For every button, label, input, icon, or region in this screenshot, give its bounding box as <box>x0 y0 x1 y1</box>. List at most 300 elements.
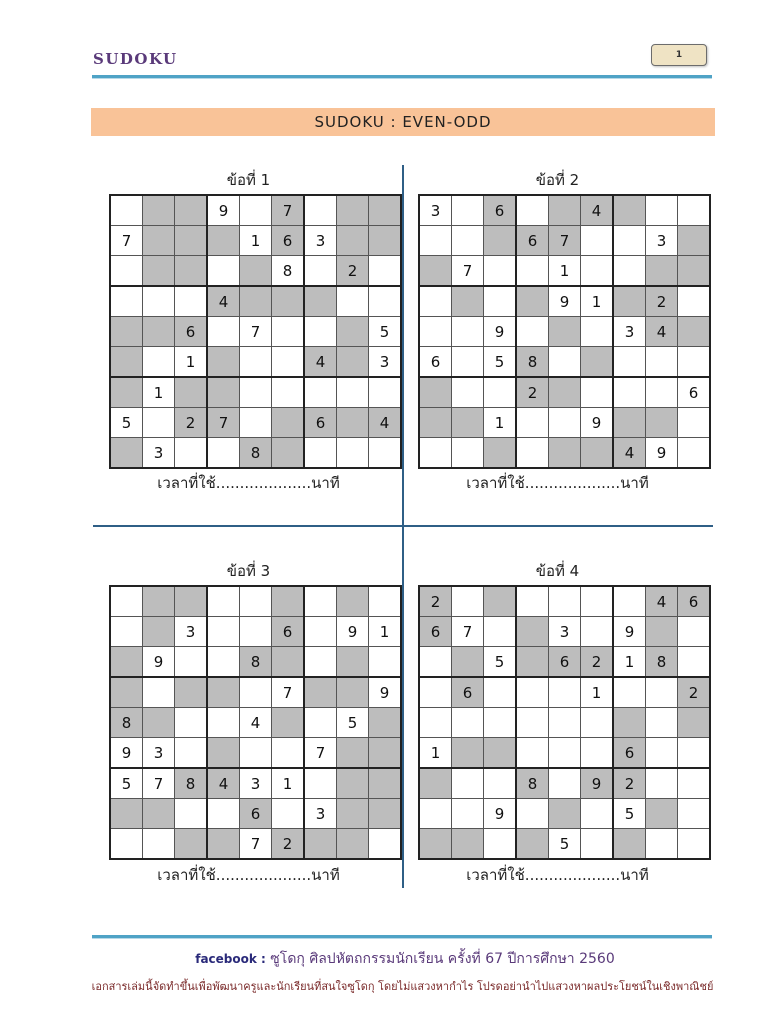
grid-cell <box>678 738 711 769</box>
grid-cell <box>678 799 711 829</box>
grid-cell <box>452 377 484 408</box>
grid-row <box>110 708 401 738</box>
grid-cell <box>613 677 646 708</box>
grid-cell <box>272 438 305 469</box>
grid-cell <box>272 347 305 378</box>
grid-cell <box>678 829 711 860</box>
grid-cell <box>337 377 369 408</box>
grid-cell <box>369 829 402 860</box>
grid-cell <box>304 829 337 860</box>
grid-cell: 1 <box>484 408 517 438</box>
puzzle-3-label: ข้อที่ 3 <box>226 562 271 580</box>
grid-row <box>419 586 710 617</box>
grid-cell: 9 <box>646 438 678 469</box>
grid-cell <box>452 768 484 799</box>
puzzle-1-time: เวลาที่ใช้....................นาที <box>157 474 340 492</box>
grid-cell <box>110 256 143 287</box>
grid-cell <box>419 708 452 738</box>
grid-cell <box>678 647 711 678</box>
grid-cell: 8 <box>516 347 549 378</box>
grid-cell: 1 <box>175 347 208 378</box>
grid-cell <box>516 438 549 469</box>
grid-cell <box>516 799 549 829</box>
grid-cell <box>678 408 711 438</box>
grid-cell <box>678 768 711 799</box>
grid-cell <box>516 647 549 678</box>
grid-row <box>110 647 401 678</box>
grid-cell <box>549 347 581 378</box>
grid-cell <box>304 708 337 738</box>
grid-row <box>419 647 710 678</box>
grid-cell <box>419 226 452 256</box>
grid-cell: 3 <box>143 738 175 769</box>
grid-cell <box>419 677 452 708</box>
grid-cell <box>549 408 581 438</box>
grid-cell <box>516 256 549 287</box>
grid-cell: 6 <box>484 195 517 226</box>
grid-cell <box>581 708 614 738</box>
grid-cell <box>272 377 305 408</box>
grid-cell: 9 <box>484 317 517 347</box>
grid-cell <box>613 286 646 317</box>
grid-cell <box>143 586 175 617</box>
grid-cell <box>613 377 646 408</box>
grid-cell <box>613 829 646 860</box>
grid-cell <box>207 256 240 287</box>
grid-cell <box>240 377 272 408</box>
grid-cell: 9 <box>549 286 581 317</box>
grid-cell <box>272 708 305 738</box>
grid-cell <box>484 768 517 799</box>
grid-cell: 3 <box>304 226 337 256</box>
grid-row <box>419 617 710 647</box>
grid-cell <box>646 799 678 829</box>
grid-row <box>419 768 710 799</box>
section-banner: SUDOKU : EVEN-ODD <box>91 108 715 136</box>
grid-cell <box>419 829 452 860</box>
grid-cell <box>207 317 240 347</box>
grid-cell <box>516 677 549 708</box>
grid-cell <box>581 256 614 287</box>
grid-cell <box>337 286 369 317</box>
grid-cell <box>175 738 208 769</box>
grid-cell <box>484 829 517 860</box>
grid-cell <box>452 195 484 226</box>
grid-row <box>110 286 401 317</box>
grid-cell <box>207 647 240 678</box>
grid-cell <box>143 708 175 738</box>
grid-cell <box>613 586 646 617</box>
grid-cell <box>484 677 517 708</box>
grid-cell: 3 <box>369 347 402 378</box>
grid-cell: 2 <box>516 377 549 408</box>
grid-cell <box>516 317 549 347</box>
grid-cell <box>207 377 240 408</box>
grid-cell <box>646 256 678 287</box>
grid-cell <box>484 738 517 769</box>
grid-cell <box>337 347 369 378</box>
grid-cell <box>646 677 678 708</box>
grid-cell <box>304 647 337 678</box>
grid-cell <box>613 347 646 378</box>
grid-cell: 1 <box>549 256 581 287</box>
grid-cell <box>207 708 240 738</box>
grid-cell <box>419 256 452 287</box>
grid-row <box>110 768 401 799</box>
grid-cell <box>549 586 581 617</box>
grid-cell <box>452 408 484 438</box>
grid-cell <box>581 799 614 829</box>
grid-cell <box>516 195 549 226</box>
grid-cell <box>549 377 581 408</box>
grid-cell: 7 <box>240 829 272 860</box>
grid-cell <box>143 256 175 287</box>
grid-cell: 7 <box>110 226 143 256</box>
grid-cell: 4 <box>646 586 678 617</box>
grid-cell: 6 <box>549 647 581 678</box>
grid-cell: 7 <box>240 317 272 347</box>
grid-cell: 9 <box>110 738 143 769</box>
grid-cell <box>369 647 402 678</box>
grid-cell <box>337 317 369 347</box>
puzzle-4-label: ข้อที่ 4 <box>535 562 580 580</box>
grid-cell <box>419 438 452 469</box>
grid-row <box>110 799 401 829</box>
grid-cell: 3 <box>613 317 646 347</box>
grid-cell <box>272 286 305 317</box>
grid-row <box>110 586 401 617</box>
grid-cell <box>452 438 484 469</box>
grid-cell: 7 <box>143 768 175 799</box>
grid-cell: 6 <box>240 799 272 829</box>
grid-cell <box>304 256 337 287</box>
grid-cell <box>175 829 208 860</box>
grid-cell <box>549 708 581 738</box>
grid-cell <box>175 438 208 469</box>
grid-cell <box>369 226 402 256</box>
puzzle-2-label: ข้อที่ 2 <box>535 171 580 189</box>
grid-cell <box>678 286 711 317</box>
grid-cell: 1 <box>272 768 305 799</box>
grid-cell <box>419 317 452 347</box>
grid-cell <box>337 738 369 769</box>
grid-cell <box>110 195 143 226</box>
grid-cell <box>369 195 402 226</box>
grid-cell <box>175 586 208 617</box>
grid-cell: 8 <box>110 708 143 738</box>
grid-row <box>110 377 401 408</box>
grid-cell <box>516 738 549 769</box>
grid-cell: 1 <box>581 286 614 317</box>
grid-row <box>110 738 401 769</box>
grid-cell <box>143 677 175 708</box>
grid-row <box>419 195 710 226</box>
grid-cell <box>369 799 402 829</box>
grid-cell <box>110 647 143 678</box>
grid-cell <box>419 768 452 799</box>
grid-cell <box>646 617 678 647</box>
grid-cell <box>143 829 175 860</box>
grid-cell <box>110 829 143 860</box>
grid-cell <box>646 768 678 799</box>
grid-row <box>419 408 710 438</box>
grid-cell: 1 <box>613 647 646 678</box>
grid-cell <box>337 438 369 469</box>
grid-row <box>419 256 710 287</box>
grid-cell <box>304 677 337 708</box>
grid-cell <box>484 226 517 256</box>
grid-cell <box>678 347 711 378</box>
puzzle-3-time: เวลาที่ใช้....................นาที <box>157 866 340 884</box>
grid-cell <box>419 286 452 317</box>
grid-cell: 3 <box>646 226 678 256</box>
grid-cell <box>272 317 305 347</box>
grid-cell: 2 <box>646 286 678 317</box>
grid-cell: 6 <box>419 617 452 647</box>
grid-cell: 5 <box>369 317 402 347</box>
grid-cell <box>143 799 175 829</box>
grid-cell <box>240 617 272 647</box>
grid-cell: 4 <box>369 408 402 438</box>
grid-cell: 2 <box>337 256 369 287</box>
grid-cell <box>207 226 240 256</box>
grid-cell <box>304 438 337 469</box>
grid-cell: 5 <box>110 408 143 438</box>
grid-cell: 4 <box>207 768 240 799</box>
grid-cell: 6 <box>175 317 208 347</box>
grid-cell <box>272 586 305 617</box>
grid-cell <box>369 738 402 769</box>
grid-cell: 9 <box>369 677 402 708</box>
grid-cell <box>240 347 272 378</box>
grid-row <box>110 677 401 708</box>
page-number-badge: 1 <box>651 44 707 66</box>
grid-cell <box>646 829 678 860</box>
grid-cell: 8 <box>240 647 272 678</box>
grid-cell <box>452 829 484 860</box>
footer-disclaimer: เอกสารเล่มนี้จัดทำขึ้นเพื่อพัฒนาครูและนักเรียนที่สนใจซูโดกุ โดยไม่แสวงหากำไร โปรดอย่านำไปแสวงหาผลประโยชน์ในเชิงพาณิชย์ <box>91 980 714 993</box>
grid-cell <box>419 377 452 408</box>
grid-cell: 2 <box>272 829 305 860</box>
grid-cell <box>646 408 678 438</box>
grid-cell: 6 <box>678 377 711 408</box>
grid-cell: 8 <box>240 438 272 469</box>
grid-cell <box>678 438 711 469</box>
grid-cell: 9 <box>484 799 517 829</box>
grid-cell: 8 <box>516 768 549 799</box>
grid-cell <box>452 586 484 617</box>
grid-cell <box>175 226 208 256</box>
grid-cell <box>207 677 240 708</box>
grid-row <box>110 438 401 469</box>
puzzle-3-grid <box>109 585 402 860</box>
grid-row <box>419 799 710 829</box>
grid-cell: 2 <box>419 586 452 617</box>
grid-cell: 7 <box>304 738 337 769</box>
grid-cell <box>581 617 614 647</box>
grid-cell <box>337 768 369 799</box>
grid-cell: 6 <box>419 347 452 378</box>
grid-cell <box>110 377 143 408</box>
grid-cell <box>452 317 484 347</box>
grid-cell <box>484 377 517 408</box>
grid-cell: 3 <box>175 617 208 647</box>
grid-cell: 7 <box>549 226 581 256</box>
grid-cell <box>369 286 402 317</box>
grid-row <box>110 317 401 347</box>
grid-cell: 4 <box>304 347 337 378</box>
grid-cell <box>549 799 581 829</box>
grid-cell <box>452 347 484 378</box>
grid-cell <box>207 617 240 647</box>
grid-cell <box>613 195 646 226</box>
grid-cell <box>304 286 337 317</box>
grid-cell <box>484 256 517 287</box>
grid-cell <box>678 317 711 347</box>
grid-cell <box>452 226 484 256</box>
grid-cell <box>207 799 240 829</box>
grid-cell <box>549 195 581 226</box>
grid-cell <box>581 438 614 469</box>
grid-cell: 8 <box>646 647 678 678</box>
grid-cell <box>272 408 305 438</box>
grid-row <box>419 226 710 256</box>
grid-row <box>419 286 710 317</box>
grid-cell <box>369 377 402 408</box>
grid-cell <box>337 647 369 678</box>
grid-cell <box>110 317 143 347</box>
grid-cell <box>110 617 143 647</box>
grid-cell <box>143 226 175 256</box>
puzzle-4-grid <box>418 585 711 860</box>
grid-cell <box>240 286 272 317</box>
grid-cell: 6 <box>516 226 549 256</box>
grid-cell: 1 <box>369 617 402 647</box>
grid-cell <box>678 195 711 226</box>
header-rule-shadow <box>92 78 712 79</box>
grid-cell: 6 <box>272 617 305 647</box>
grid-cell <box>143 286 175 317</box>
grid-cell <box>581 738 614 769</box>
grid-cell <box>337 829 369 860</box>
grid-cell <box>240 677 272 708</box>
grid-cell: 7 <box>452 617 484 647</box>
grid-cell <box>240 738 272 769</box>
grid-cell <box>646 708 678 738</box>
grid-cell <box>110 438 143 469</box>
grid-cell <box>516 708 549 738</box>
grid-cell <box>175 647 208 678</box>
grid-cell <box>452 799 484 829</box>
grid-cell <box>337 677 369 708</box>
grid-cell <box>143 408 175 438</box>
grid-cell <box>581 377 614 408</box>
grid-cell: 6 <box>304 408 337 438</box>
grid-cell: 5 <box>549 829 581 860</box>
grid-cell <box>143 347 175 378</box>
grid-cell: 1 <box>419 738 452 769</box>
grid-cell <box>452 647 484 678</box>
grid-cell: 4 <box>613 438 646 469</box>
grid-cell <box>452 708 484 738</box>
grid-cell <box>175 377 208 408</box>
grid-cell: 5 <box>337 708 369 738</box>
puzzle-2-grid <box>418 194 711 469</box>
grid-cell <box>175 286 208 317</box>
grid-cell: 9 <box>613 617 646 647</box>
grid-cell <box>304 768 337 799</box>
grid-cell <box>549 317 581 347</box>
grid-cell <box>419 799 452 829</box>
grid-cell <box>207 586 240 617</box>
grid-cell: 9 <box>581 768 614 799</box>
grid-cell: 3 <box>549 617 581 647</box>
grid-cell <box>613 708 646 738</box>
grid-cell: 5 <box>110 768 143 799</box>
grid-cell: 9 <box>581 408 614 438</box>
grid-cell <box>419 408 452 438</box>
grid-cell: 9 <box>207 195 240 226</box>
grid-cell: 9 <box>143 647 175 678</box>
grid-cell: 4 <box>240 708 272 738</box>
grid-cell <box>452 286 484 317</box>
grid-cell: 4 <box>646 317 678 347</box>
grid-cell <box>581 347 614 378</box>
grid-cell <box>143 195 175 226</box>
grid-cell: 5 <box>484 347 517 378</box>
grid-cell <box>110 677 143 708</box>
grid-row <box>110 226 401 256</box>
grid-cell <box>678 708 711 738</box>
grid-cell <box>304 195 337 226</box>
grid-row <box>419 438 710 469</box>
grid-cell <box>240 256 272 287</box>
grid-cell <box>175 677 208 708</box>
grid-cell <box>272 738 305 769</box>
grid-cell <box>581 226 614 256</box>
grid-row <box>419 738 710 769</box>
grid-cell: 8 <box>175 768 208 799</box>
grid-row <box>110 617 401 647</box>
grid-cell <box>646 738 678 769</box>
grid-cell <box>240 408 272 438</box>
puzzle-4-time: เวลาที่ใช้....................นาที <box>466 866 649 884</box>
grid-cell <box>419 647 452 678</box>
grid-cell <box>549 438 581 469</box>
grid-cell: 6 <box>613 738 646 769</box>
grid-cell <box>678 617 711 647</box>
grid-cell <box>337 408 369 438</box>
header-title: SUDOKU <box>93 50 178 68</box>
grid-cell <box>516 286 549 317</box>
grid-row <box>419 317 710 347</box>
grid-cell: 3 <box>304 799 337 829</box>
grid-cell: 3 <box>240 768 272 799</box>
grid-cell: 4 <box>207 286 240 317</box>
grid-cell: 7 <box>272 677 305 708</box>
grid-cell <box>484 708 517 738</box>
grid-cell <box>369 708 402 738</box>
grid-cell <box>110 586 143 617</box>
grid-cell <box>110 347 143 378</box>
grid-cell <box>613 226 646 256</box>
grid-cell <box>484 286 517 317</box>
grid-cell <box>175 708 208 738</box>
grid-cell: 6 <box>678 586 711 617</box>
grid-row <box>110 347 401 378</box>
grid-cell <box>207 738 240 769</box>
grid-cell <box>581 586 614 617</box>
